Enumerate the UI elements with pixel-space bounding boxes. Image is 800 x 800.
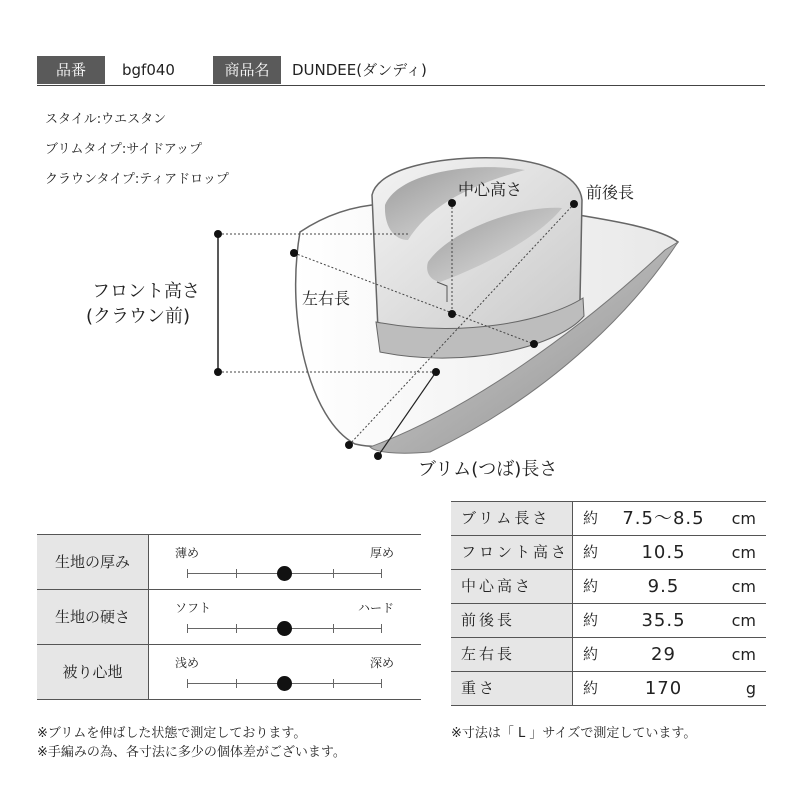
product-name-label: 商品名 [213, 56, 281, 84]
scale-tick [333, 679, 334, 688]
texture-label: 生地の硬さ [37, 590, 149, 644]
size-value: 170 [644, 678, 683, 699]
size-label: ブリム長さ [451, 502, 573, 535]
size-approx: 約 [583, 645, 599, 663]
spec-brim-type: ブリムタイプ:サイドアップ [45, 142, 203, 157]
point-brim-outer [374, 452, 382, 460]
scale-tick [381, 624, 382, 633]
label-brim-length: ブリム(つば)長さ [418, 459, 558, 480]
size-approx: 約 [583, 543, 599, 561]
note-size-basis: ※寸法は「 L 」サイズで測定しています。 [451, 726, 697, 741]
scale-tick [187, 569, 188, 578]
scale-tick [187, 679, 188, 688]
label-center-height: 中心高さ [458, 180, 523, 199]
texture-scale-min: 薄め [175, 546, 200, 560]
label-left-right: 左右長 [302, 289, 351, 308]
size-unit: cm [731, 611, 756, 630]
point-front-top [214, 230, 222, 238]
texture-scale-max: 深め [369, 656, 394, 670]
texture-label: 被り心地 [37, 645, 149, 699]
scale-tick [333, 624, 334, 633]
size-row [451, 638, 766, 672]
texture-table [37, 534, 421, 700]
texture-scale-max: ハード [357, 601, 394, 615]
size-value: 29 [651, 644, 676, 665]
point-center-top [448, 199, 456, 207]
scale-tick [236, 679, 237, 688]
product-code-label: 品番 [37, 56, 105, 84]
point-brim-inner [432, 368, 440, 376]
size-unit: cm [731, 509, 756, 528]
scale-tick [187, 624, 188, 633]
size-label: フロント高さ [451, 536, 573, 569]
texture-scale [187, 573, 381, 574]
size-row [451, 502, 766, 536]
point-front-back-start [345, 441, 353, 449]
scale-marker [277, 566, 292, 581]
point-center-bottom [448, 310, 456, 318]
scale-tick [381, 679, 382, 688]
scale-tick [236, 569, 237, 578]
scale-tick [333, 569, 334, 578]
texture-scale-min: ソフト [175, 601, 212, 615]
size-label: 左右長 [451, 638, 573, 671]
scale-marker [277, 676, 292, 691]
spec-style: スタイル:ウエスタン [45, 112, 167, 127]
texture-row [37, 590, 421, 645]
label-front-back: 前後長 [586, 183, 635, 202]
point-right [530, 340, 538, 348]
label-front-height-1: フロント高さ [92, 281, 200, 302]
product-code: bgf040 [122, 61, 175, 79]
point-left [290, 249, 298, 257]
size-table [451, 501, 766, 706]
label-front-height-2: (クラウン前) [86, 306, 191, 327]
size-approx: 約 [583, 679, 599, 697]
product-name: DUNDEE(ダンディ) [292, 61, 427, 79]
texture-label: 生地の厚み [37, 535, 149, 589]
scale-tick [236, 624, 237, 633]
note-brim-measure: ※ブリムを伸ばした状態で測定しております。 [37, 726, 307, 741]
size-row [451, 536, 766, 570]
size-unit: g [745, 679, 756, 698]
texture-scale-max: 厚め [369, 546, 394, 560]
size-unit: cm [731, 577, 756, 596]
size-row [451, 672, 766, 706]
size-label: 前後長 [451, 604, 573, 637]
size-row [451, 570, 766, 604]
size-value: 10.5 [641, 542, 686, 563]
spec-crown-type: クラウンタイプ:ティアドロップ [45, 172, 229, 187]
texture-row [37, 535, 421, 590]
size-label: 重さ [451, 672, 573, 705]
size-approx: 約 [583, 509, 599, 527]
size-row [451, 604, 766, 638]
point-front-back-end [570, 200, 578, 208]
texture-row [37, 645, 421, 700]
size-value: 7.5〜8.5 [622, 508, 705, 529]
point-front-bottom [214, 368, 222, 376]
size-approx: 約 [583, 611, 599, 629]
size-approx: 約 [583, 577, 599, 595]
size-unit: cm [731, 543, 756, 562]
texture-scale-min: 浅め [175, 656, 200, 670]
size-unit: cm [731, 645, 756, 664]
texture-scale [187, 628, 381, 629]
scale-tick [381, 569, 382, 578]
size-value: 35.5 [641, 610, 686, 631]
texture-scale [187, 683, 381, 684]
scale-marker [277, 621, 292, 636]
note-handmade: ※手編みの為、各寸法に多少の個体差がございます。 [37, 745, 346, 760]
size-label: 中心高さ [451, 570, 573, 603]
size-value: 9.5 [647, 576, 680, 597]
